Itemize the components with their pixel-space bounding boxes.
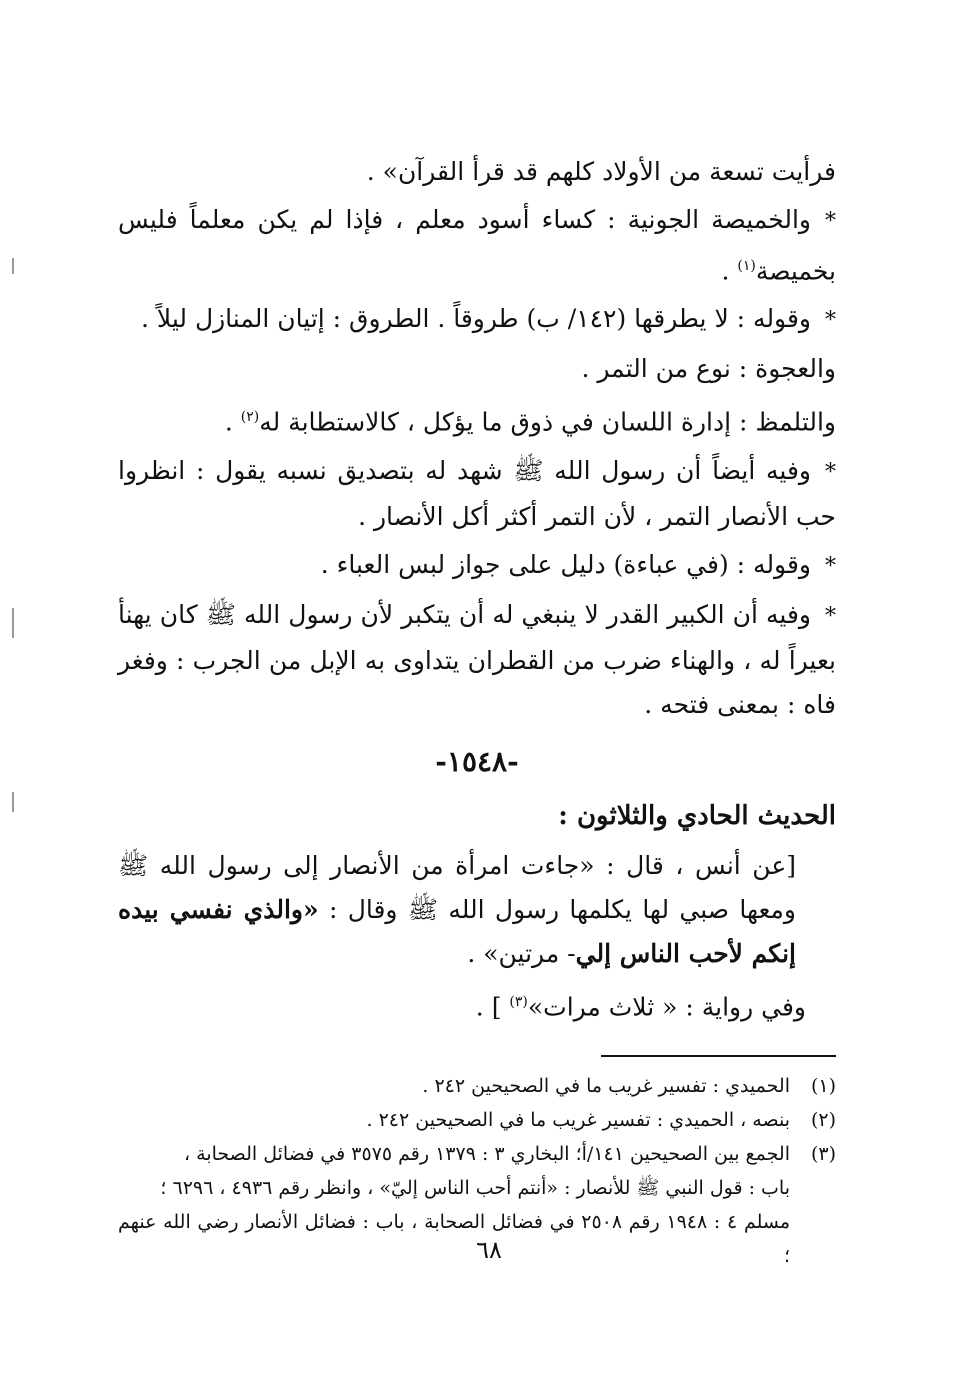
footnote-ref[interactable]: (٢): [240, 409, 260, 426]
paragraph: [118, 150, 836, 194]
paragraph: [118, 449, 836, 539]
footnote-3: [118, 1137, 836, 1171]
footnote-text: مسلم ٤ : ١٩٤٨ رقم ٢٥٠٨ في فضائل الصحابة ، باب : فضائل الأنصار رضي الله عنهم ؛: [118, 1210, 791, 1267]
paragraph-text: والخميصة الجونية : كساء أسود معلم ، فإذا لم يكن معلماً فليس بخميصة: [118, 205, 836, 286]
footnote-number: (٣): [810, 1142, 836, 1165]
hadith-text-end: - مرتين» .: [467, 938, 576, 968]
paragraph-text: والتلمظ : إدارة اللسان في ذوق ما يؤكل ، كالاستطابة له: [259, 407, 836, 437]
footnote-ref[interactable]: (٣): [509, 993, 528, 1010]
hadith-text-bold: «والذي نفسي بيده إنكم لأحب الناس إلي: [118, 894, 796, 968]
main-text: [118, 150, 836, 1273]
paragraph-text: وقوله : (في عباءة) دليل على جواز لبس العباء .: [320, 549, 811, 579]
paragraph: [118, 198, 836, 293]
paragraph: [118, 297, 836, 343]
paragraph: [118, 593, 836, 727]
paragraph: [118, 347, 836, 391]
hadith-variant: [118, 980, 836, 1029]
paragraph: [118, 395, 836, 444]
star-icon: *: [825, 308, 836, 334]
paragraph-text: وفيه أن الكبير القدر لا ينبغي له أن يتكبر لأن رسول الله ﷺ كان يهنأ بعيراً له ، والهناء ضرب من القطران يتداوى به الإبل من الجرب : وفغر فاه : بمعنى فتحه .: [118, 599, 836, 719]
paragraph-text: .: [721, 256, 738, 286]
paragraph-text: وفيه أيضاً أن رسول الله ﷺ شهد له بتصديق نسبه يقول : انظروا حب الأنصار التمر ، لأن التمر أكثر أكل الأنصار .: [118, 455, 836, 531]
footnote-text: بنصه ، الحميدي : تفسير غريب ما في الصحيحين ٢٤٢ .: [366, 1108, 790, 1131]
star-icon: *: [825, 459, 836, 485]
paragraph-text: فرأيت تسعة من الأولاد كلهم قد قرأ القرآن» .: [366, 157, 836, 186]
hadith-text-plain: [عن أنس ، قال : «جاءت امرأة من الأنصار إلى رسول الله ﷺ ومعها صبي لها يكلمها رسول الله ﷺ وقال :: [118, 850, 797, 924]
scan-edge-mark: [12, 608, 14, 638]
footnote-text: الجمع بين الصحيحين ١٤١/أ؛ البخاري ٣ : ١٣٧٩ رقم ٣٥٧٥ في فضائل الصحابة ،: [183, 1142, 790, 1165]
variant-text: وفي رواية : « ثلاث مرات»: [527, 991, 806, 1021]
paragraph-text: .: [224, 407, 241, 437]
footnote-number: (٢): [810, 1108, 836, 1131]
scan-edge-mark: [12, 258, 14, 274]
star-icon: *: [825, 603, 836, 629]
paragraph: [118, 543, 836, 589]
variant-text-end: ] .: [475, 991, 510, 1021]
footnote-1: [118, 1069, 836, 1103]
footnote-ref[interactable]: (١): [737, 258, 756, 274]
paragraph-text: وقوله : لا يطرقها (١٤٢/ ب) طروقاً . الطروق : إتيان المنازل ليلاً .: [141, 304, 811, 334]
footnote-divider: [601, 1055, 836, 1057]
hadith-number: -١٥٤٨-: [435, 744, 519, 778]
hadith-text: [118, 844, 836, 976]
page-number: ٦٨: [476, 1236, 502, 1264]
footnote-number: (١): [810, 1074, 836, 1097]
star-icon: *: [825, 553, 836, 579]
scan-edge-mark: [12, 792, 14, 812]
footnote-2: [118, 1103, 836, 1137]
star-icon: *: [825, 209, 836, 234]
footnote-text: الحميدي : تفسير غريب ما في الصحيحين ٢٤٢ .: [422, 1074, 790, 1097]
footnote-text: باب : قول النبي ﷺ للأنصار : «أنتم أحب الناس إليّ» ، وانظر رقم ٤٩٣٦ ، ٦٢٩٦ ؛: [160, 1176, 790, 1199]
footnote-3-continued: [118, 1171, 836, 1205]
paragraph-text: والعجوة : نوع من التمر .: [581, 354, 836, 384]
section-heading: الحديث الحادي والثلاثون :: [558, 800, 836, 831]
